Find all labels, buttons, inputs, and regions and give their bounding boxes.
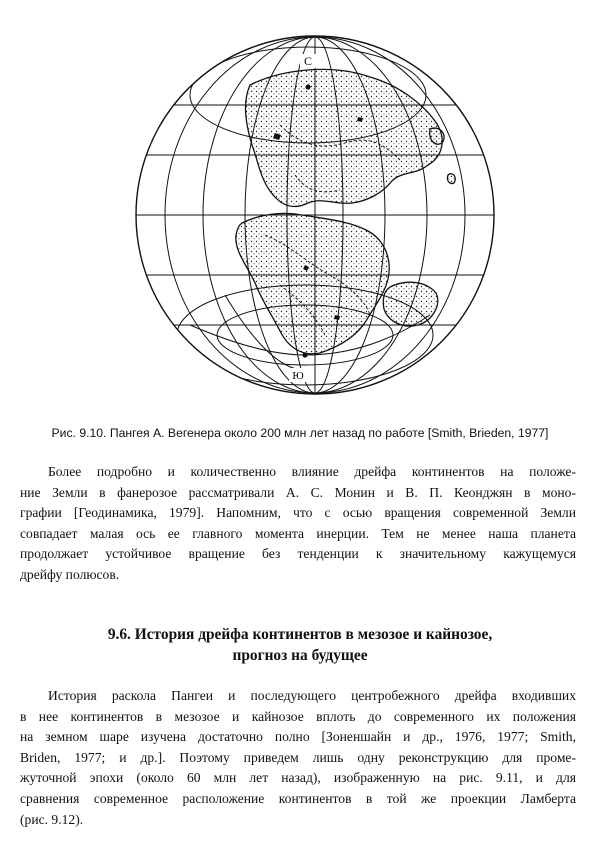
text-line: дрейфу полюсов. bbox=[20, 566, 120, 582]
pangea-continents bbox=[236, 69, 456, 353]
text-line: ние Земли в фанерозое рассматривали А. С. Монин и В. П. Кеонджян в моно- bbox=[20, 484, 576, 500]
text-line: совпадает малая ось ее главного момента инерции. Тем не менее наша планета bbox=[20, 525, 576, 541]
text-line: в нее континентов в мезозое и кайнозое вплоть до современного их положения bbox=[20, 708, 576, 724]
text-line: графии [Геодинамика, 1979]. Напомним, что с осью вращения современной Земли bbox=[20, 505, 576, 521]
section-heading bbox=[20, 624, 580, 666]
south-pole-marker bbox=[302, 352, 307, 357]
text-line: Briden, 1977; и др.]. Поэтому приведем лишь одну реконструкцию для проме- bbox=[20, 749, 576, 765]
north-pole-marker bbox=[305, 84, 310, 89]
text-line: продолжает устойчивое вращение без тенденции к значительному кажущемуся bbox=[20, 546, 576, 562]
text-line: История раскола Пангеи и последующего центробежного дрейфа входивших bbox=[48, 688, 576, 703]
pole-label-south: Ю bbox=[292, 370, 304, 382]
text-line: на земном шаре изучена достаточно полно [Зоненшайн и др., 1976, 1977; Smith, bbox=[20, 729, 576, 745]
text-line: сравнения современное расположение континентов в той же проекции Ламберта bbox=[20, 790, 576, 806]
pangea-globe-figure bbox=[130, 25, 500, 405]
section-title-line: 9.6. История дрейфа континентов в мезозое и кайнозое, bbox=[107, 626, 493, 643]
globe-map bbox=[130, 25, 500, 405]
section-title-line: прогноз на будущее bbox=[232, 647, 368, 664]
text-line: Более подробно и количественно влияние дрейфа континентов на положе- bbox=[48, 464, 576, 479]
figure-caption: Рис. 9.10. Пангея А. Вегенера около 200 млн лет назад по работе [Smith, Brieden, 1977] bbox=[51, 426, 549, 440]
paragraph bbox=[20, 686, 576, 830]
paragraph bbox=[20, 462, 576, 586]
pole-label-north: С bbox=[303, 54, 313, 68]
text-line: жуточной эпохи (около 60 млн лет назад), изображенную на рис. 9.11, и для bbox=[20, 770, 576, 786]
text-line: (рис. 9.12). bbox=[20, 811, 84, 827]
